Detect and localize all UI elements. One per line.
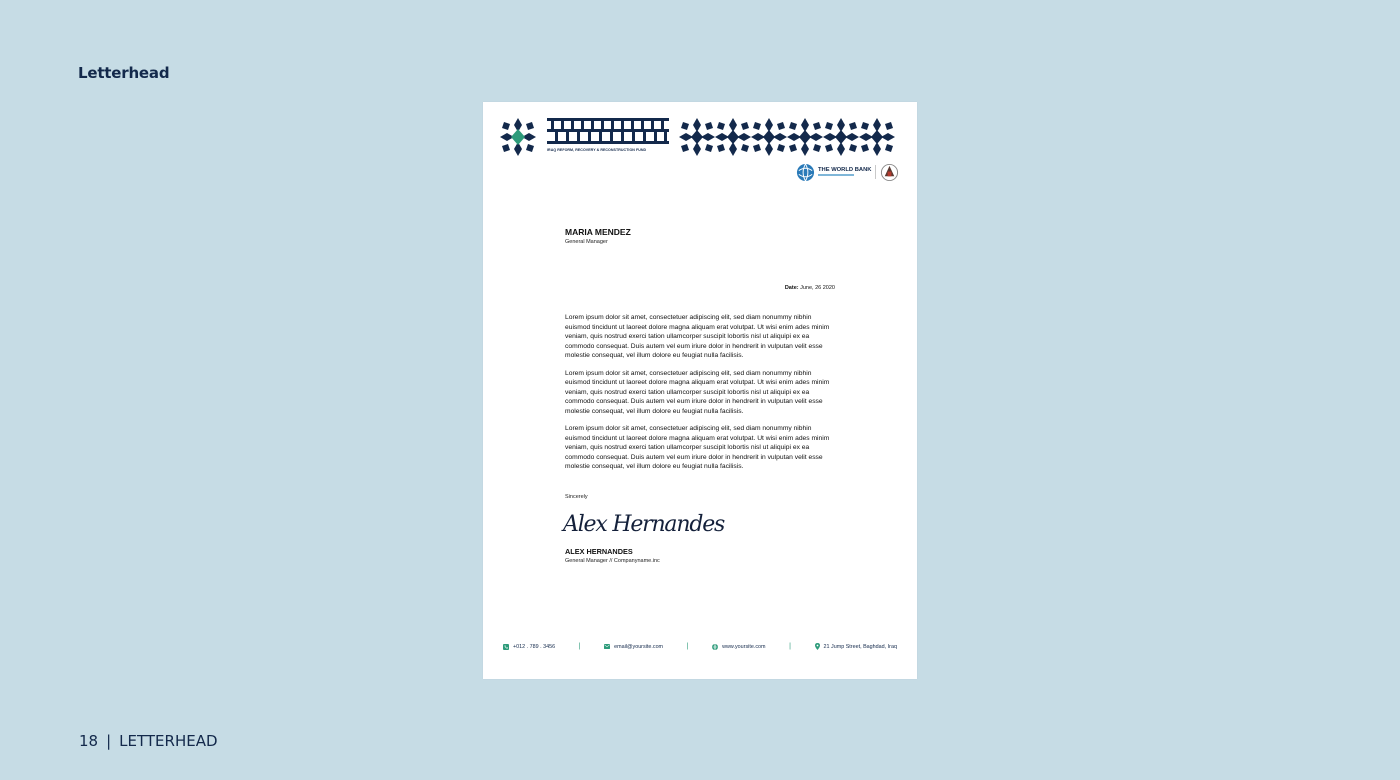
date-label: Date:	[784, 285, 799, 291]
phone-icon	[503, 644, 509, 650]
letterhead-page	[483, 102, 917, 679]
body-paragraph: Lorem ipsum dolor sit amet, consectetuer adipiscing elit, sed diam nonummy nibhin euismod tincidunt ut laoreet dolore magna aliquam erat volutpat. Ut wisi enim ades minim veniam, quis nostrud exerci tation ullamcorper suscipit lobortis nisl ut aliquipi ex ea commodo consequat. Duis autem vel eum iriure dolor in hendrerit in vulputan velit esse molestie consequat, vel illum dolore eu feugiat nulla facilisis.	[565, 369, 830, 415]
contact-phone	[503, 644, 555, 650]
partner-logos	[796, 162, 900, 184]
letter-date	[785, 285, 835, 291]
contact-separator: |	[578, 643, 581, 650]
recipient-role: General Manager	[565, 239, 608, 245]
world-bank-globe-icon	[796, 163, 815, 182]
logo-divider	[875, 165, 876, 179]
slide-footer	[79, 732, 218, 750]
footer-separator: |	[106, 732, 112, 750]
geometric-pattern-icon	[500, 118, 536, 156]
contact-bar	[503, 643, 897, 650]
slide-title: Letterhead	[78, 64, 170, 82]
world-bank-name: THE WORLD BANK	[818, 167, 872, 173]
government-seal-icon	[880, 163, 899, 182]
globe-icon	[712, 644, 718, 650]
contact-separator: |	[686, 643, 689, 650]
page-number: 18	[79, 732, 99, 750]
signature-script: Alex Hernandes	[563, 512, 725, 537]
map-pin-icon	[815, 643, 820, 650]
closing: Sincerely	[565, 494, 588, 500]
phone-number[interactable]: +012 . 789 . 3456	[513, 643, 556, 650]
email-address[interactable]: email@yoursite.com	[614, 643, 664, 650]
street-address: 21 Jump Street, Baghdad, Iraq	[823, 643, 897, 650]
signature	[563, 512, 724, 537]
letter-body	[565, 313, 836, 480]
pattern-band-icon	[679, 118, 899, 156]
signer-name: ALEX HERNANDES	[565, 547, 633, 556]
fund-caption: IRAQ REFORM, RECOVERY & RECONSTRUCTION FUND	[547, 148, 647, 152]
envelope-icon	[604, 644, 610, 649]
section-label: LETTERHEAD	[119, 732, 218, 750]
body-paragraph: Lorem ipsum dolor sit amet, consectetuer adipiscing elit, sed diam nonummy nibhin euismod tincidunt ut laoreet dolore magna aliquam erat volutpat. Ut wisi enim ades minim veniam, quis nostrud exerci tation ullamcorper suscipit lobortis nisl ut aliquipi ex ea commodo consequat. Duis autem vel eum iriure dolor in hendrerit in vulputan velit esse molestie consequat, vel illum dolore eu feugiat nulla facilisis.	[565, 425, 830, 470]
contact-website	[712, 644, 765, 650]
fund-logo-icon	[547, 118, 669, 144]
body-paragraph: Lorem ipsum dolor sit amet, consectetuer adipiscing elit, sed diam nonummy nibhin euismod tincidunt ut laoreet dolore magna aliquam erat volutpat. Ut wisi enim ades minim veniam, quis nostrud exerci tation ullamcorper suscipit lobortis nisl ut aliquipi ex ea commodo consequat. Duis autem vel eum iriure dolor in hendrerit in vulputan velit esse molestie consequat, vel illum dolore eu feugiat nulla facilisis.	[565, 314, 830, 359]
website-url[interactable]: www.yoursite.com	[722, 643, 766, 650]
contact-email	[604, 644, 663, 650]
signer-role: General Manager // Companyname.inc	[565, 558, 660, 564]
contact-separator: |	[789, 643, 791, 650]
recipient-name: MARIA MENDEZ	[565, 227, 631, 237]
world-bank-subline	[818, 174, 854, 176]
date-value: June, 26 2020	[800, 285, 835, 291]
contact-address	[815, 643, 897, 650]
